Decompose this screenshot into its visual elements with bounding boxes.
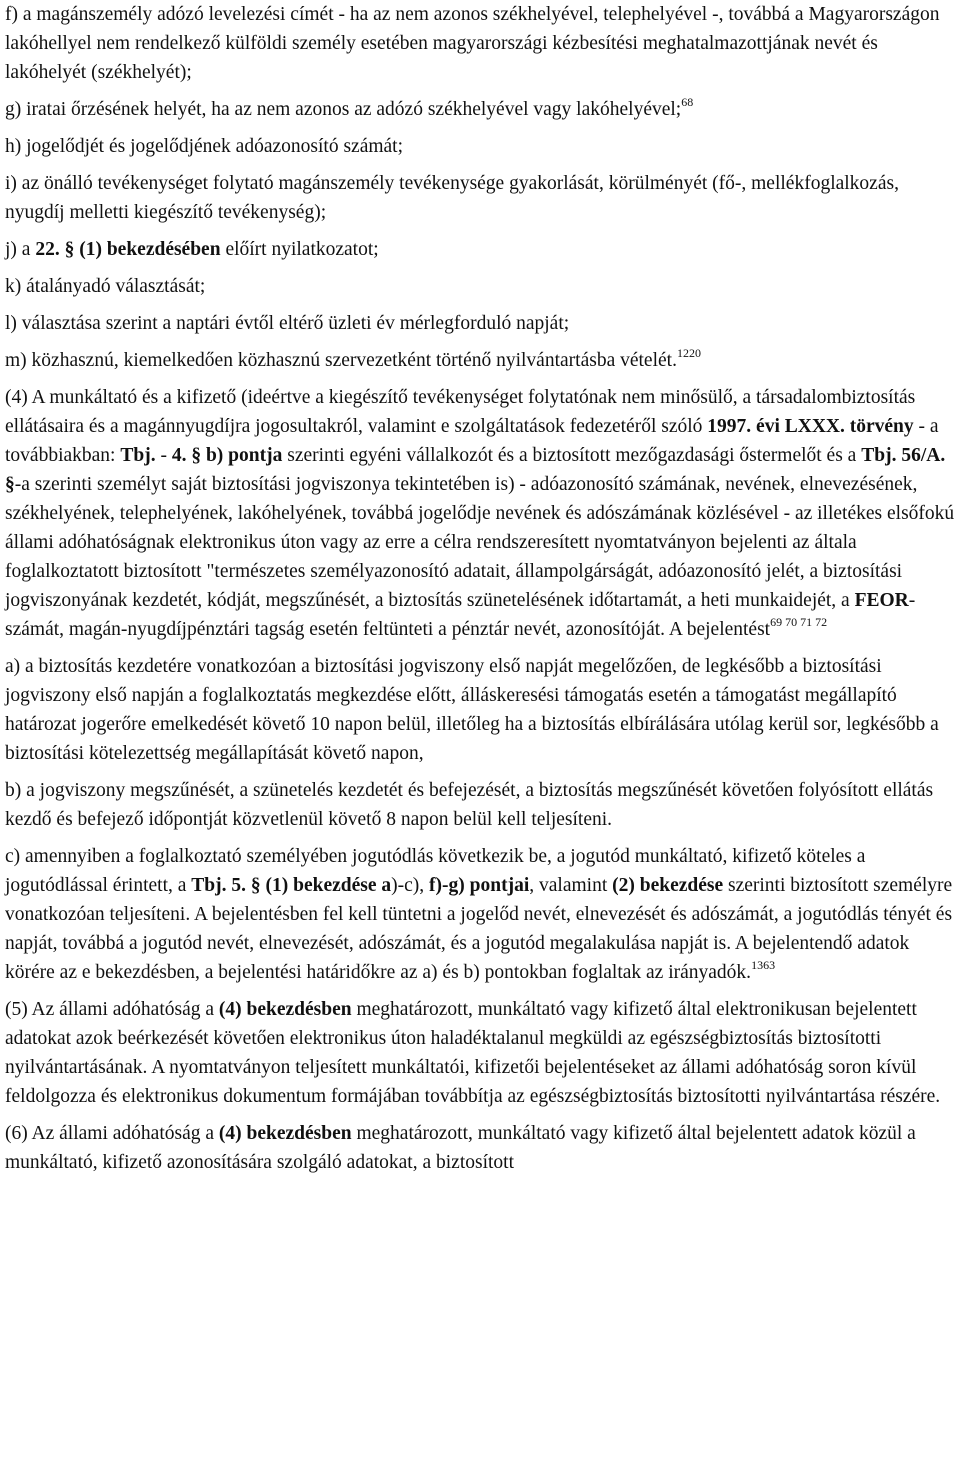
paragraph-j: j) a 22. § (1) bekezdésében előírt nyilatkozatot; <box>5 239 379 260</box>
paragraph-i: i) az önálló tevékenységet folytató magánszemély tevékenysége gyakorlását, körülményét (fő-, mellékfoglalkozás, nyugdíj melletti kiegészítő tevékenység); <box>5 173 899 223</box>
paragraph-h: h) jogelődjét és jogelődjének adóazonosító számát; <box>5 136 404 157</box>
footnote-ref[interactable]: 69 70 71 72 <box>770 615 828 629</box>
paragraph-4b: b) a jogviszony megszűnését, a szünetelés kezdetét és befejezését, a biztosítás megszűnését követően folyósított ellátás kezdő és befejező időpontját közvetlenül követő 8 napon belül kell teljesíteni. <box>5 780 934 830</box>
footnote-ref[interactable]: 1220 <box>676 346 701 360</box>
law-reference[interactable]: (2) bekezdése <box>612 875 724 896</box>
law-reference[interactable]: (4) bekezdésben <box>218 1123 352 1144</box>
paragraph-4a: a) a biztosítás kezdetére vonatkozóan a biztosítási jogviszony első napját megelőzően, de legkésőbb a biztosítási jogviszony első napján a foglalkoztatás megkezdése előtt, álláskeresési támogatás esetén a támogatást megállapító határozat jogerőre emelkedését követő 10 napon belül, illetőleg ha a biztosítás elbírálására utólag kerül sor, legkésőbb a biztosítási kötelezettség megállapítását követő napon, <box>5 656 939 764</box>
paragraph-l: l) választása szerint a naptári évtől eltérő üzleti év mérlegforduló napját; <box>5 313 570 334</box>
paragraph-f: f) a magánszemély adózó levelezési címét - ha az nem azonos székhelyével, telephelyével -, továbbá a Magyarországon lakóhellyel nem rendelkező külföldi személy esetében magyarországi kézbesítési meghatalmazottjának nevét és lakóhelyét (székhelyét); <box>5 4 940 83</box>
paragraph-5: (5) Az állami adóhatóság a (4) bekezdésben meghatározott, munkáltató vagy kifizető által elektronikusan bejelentett adatokat azok beérkezését követően elektronikus úton haladéktalanul megküldi az egészségbiztosítás biztosítotti nyilvántartásának. A nyomtatványon teljesített munkáltatói, kifizetői bejelentéseket az állami adóhatóság soron kívül feldolgozza és elektronikus dokumentum formájában továbbítja az egészségbiztosítás biztosítotti nyilvántartása részére. <box>5 999 941 1107</box>
paragraph-4c: c) amennyiben a foglalkoztató személyében jogutódlás következik be, a jogutód munkáltató, kifizető köteles a jogutódlással érintett, a Tbj. 5. § (1) bekezdése a)-c), f)-g) pontjai, valamint (2) bekezdése szerinti biztosított személyre vonatkozóan teljesíteni. A bejelentésben fel kell tüntetni a jogelőd nevét, elnevezését és adószámát, a jogutódlás tényét és napját, továbbá a jogutód nevét, elnevezését, adószámát, és a jogutód megalakulása napját is. A bejelentendő adatok körére az e bekezdésben, a bejelentési határidőkre az a) és b) pontokban foglaltak az irányadók.$^{1363}$ <box>5 846 953 983</box>
law-reference[interactable]: Tbj. 5. § (1) bekezdése a <box>191 875 392 896</box>
law-reference[interactable]: 22. § (1) bekezdésében <box>35 239 221 260</box>
law-reference[interactable]: Tbj. <box>120 445 156 466</box>
paragraph-k: k) átalányadó választását; <box>5 276 206 297</box>
paragraph-g: g) iratai őrzésének helyét, ha az nem azonos az adózó székhelyével vagy lakóhelyével;$^{68}$ <box>5 95 694 120</box>
law-reference[interactable]: f)-g) pontjai <box>429 875 530 896</box>
footnote-ref[interactable]: 68 <box>681 95 694 109</box>
law-reference[interactable]: FEOR <box>854 590 909 611</box>
footnote-ref[interactable]: 1363 <box>751 958 776 972</box>
paragraph-4: (4) A munkáltató és a kifizető (ideértve a kiegészítő tevékenységet folytatónak nem minősülő, a társadalombiztosítás ellátásaira és a magánnyugdíjra jogosultakról, valamint e szolgáltatások fedezetéről szóló 1997. évi LXXX. törvény - a továbbiakban: Tbj. - 4. § b) pontja szerinti egyéni vállalkozót és a biztosított mezőgazdasági őstermelőt és a Tbj. 56/A. §-a szerinti személyt saját biztosítási jogviszonya tekintetében is) - adóazonosító számának, nevének, elnevezésének, székhelyének, telephelyének, lakóhelyének, továbbá jogelődje nevének és adószámának közlésével - az illetékes elsőfokú állami adóhatóságnak elektronikus úton vagy az erre a célra rendszeresített nyomtatványon bejelenti az általa foglalkoztatott biztosított "természetes személyazonosító adatait, állampolgárságát, adóazonosító jelét, a biztosítási jogviszonyának kezdetét, kódját, megszűnését, a biztosítás szünetelésének időtartamát, a heti munkaidejét, a FEOR-számát, magán-nyugdíjpénztári tagság esetén feltünteti a pénztár nevét, azonosítóját. A bejelentést$^{69 70 71 72}$ <box>5 387 955 640</box>
paragraph-6: (6) Az állami adóhatóság a (4) bekezdésben meghatározott, munkáltató vagy kifizető által bejelentett adatok közül a munkáltató, kifizető azonosítására szolgáló adatokat, a biztosított <box>5 1123 916 1173</box>
law-reference[interactable]: 1997. évi LXXX. törvény <box>707 416 914 437</box>
law-reference[interactable]: Tbj. 56/A. § <box>5 445 946 495</box>
law-reference[interactable]: 4. § b) pontja <box>171 445 283 466</box>
law-reference[interactable]: (4) bekezdésben <box>218 999 352 1020</box>
paragraph-m: m) közhasznú, kiemelkedően közhasznú szervezetként történő nyilvántartásba vételét.$^{1220}$ <box>5 346 701 371</box>
